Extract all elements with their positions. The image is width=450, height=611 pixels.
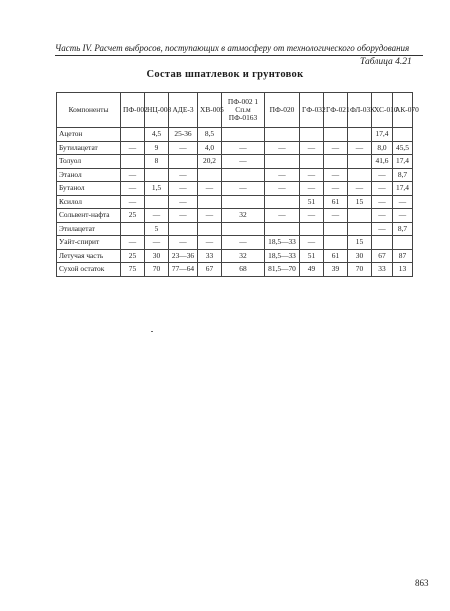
- component-value: 70: [145, 263, 169, 277]
- component-value: 32: [222, 249, 265, 263]
- column-header: АДЕ-3: [169, 93, 198, 128]
- component-value: 5: [145, 222, 169, 236]
- component-value: 51: [300, 195, 324, 209]
- component-value: 30: [348, 249, 372, 263]
- component-name: Сухой остаток: [57, 263, 121, 277]
- component-value: 8: [145, 155, 169, 169]
- component-name: Ксилол: [57, 195, 121, 209]
- component-value: 70: [348, 263, 372, 277]
- component-value: [348, 155, 372, 169]
- component-value: [324, 128, 348, 142]
- component-value: [222, 128, 265, 142]
- component-value: —: [393, 195, 413, 209]
- component-value: —: [265, 168, 300, 182]
- component-value: —: [222, 182, 265, 196]
- page-number: 863: [415, 578, 429, 588]
- component-name: Толуол: [57, 155, 121, 169]
- component-value: 25: [121, 249, 145, 263]
- table-row: [57, 195, 413, 209]
- component-value: —: [300, 168, 324, 182]
- table-row: [57, 209, 413, 223]
- column-header: ХС-010: [372, 93, 393, 128]
- component-value: 45,5: [393, 141, 413, 155]
- component-value: —: [222, 236, 265, 250]
- component-value: 8,7: [393, 222, 413, 236]
- component-name: Бутилацетат: [57, 141, 121, 155]
- column-header-components: Компоненты: [57, 93, 121, 128]
- component-value: [222, 168, 265, 182]
- component-value: 87: [393, 249, 413, 263]
- component-value: 61: [324, 195, 348, 209]
- component-value: —: [324, 209, 348, 223]
- component-value: 49: [300, 263, 324, 277]
- component-value: —: [265, 182, 300, 196]
- component-value: [145, 168, 169, 182]
- component-value: 1,5: [145, 182, 169, 196]
- component-value: 30: [145, 249, 169, 263]
- component-value: —: [169, 209, 198, 223]
- component-value: [265, 155, 300, 169]
- component-value: [300, 155, 324, 169]
- component-value: [348, 168, 372, 182]
- component-value: —: [300, 182, 324, 196]
- component-value: [265, 128, 300, 142]
- component-value: [348, 209, 372, 223]
- component-value: —: [222, 141, 265, 155]
- component-value: 68: [222, 263, 265, 277]
- table-title: Состав шпатлевок и грунтовок: [146, 69, 304, 80]
- component-value: [145, 195, 169, 209]
- component-value: 32: [222, 209, 265, 223]
- component-value: 41,6: [372, 155, 393, 169]
- component-value: —: [198, 236, 222, 250]
- component-name: Уайт-спирит: [57, 236, 121, 250]
- component-value: —: [222, 155, 265, 169]
- component-value: 8,7: [393, 168, 413, 182]
- component-value: 8,5: [198, 128, 222, 142]
- component-value: 67: [198, 263, 222, 277]
- component-value: [169, 222, 198, 236]
- component-value: 23—36: [169, 249, 198, 263]
- component-value: [300, 128, 324, 142]
- component-value: —: [145, 209, 169, 223]
- component-value: 13: [393, 263, 413, 277]
- table-row: [57, 155, 413, 169]
- component-value: —: [348, 182, 372, 196]
- component-value: —: [169, 141, 198, 155]
- component-value: —: [121, 168, 145, 182]
- component-value: 77—64: [169, 263, 198, 277]
- stray-dot: [151, 331, 153, 332]
- component-value: 18,5—33: [265, 249, 300, 263]
- component-value: —: [372, 222, 393, 236]
- component-value: 75: [121, 263, 145, 277]
- table-row: [57, 168, 413, 182]
- component-value: 20,2: [198, 155, 222, 169]
- component-value: [324, 222, 348, 236]
- column-header: ПФ-020: [265, 93, 300, 128]
- table-number: Таблица 4.21: [360, 57, 412, 67]
- table-row: [57, 236, 413, 250]
- column-header: ГФ-021: [324, 93, 348, 128]
- component-value: 15: [348, 195, 372, 209]
- running-header: Часть IV. Расчет выбросов, поступающих в атмосферу от технологического оборудования: [55, 43, 410, 53]
- component-value: [169, 155, 198, 169]
- column-header: ПФ-002: [121, 93, 145, 128]
- component-value: —: [372, 168, 393, 182]
- component-value: 67: [372, 249, 393, 263]
- component-value: [324, 236, 348, 250]
- component-value: [265, 222, 300, 236]
- table-row: [57, 222, 413, 236]
- component-value: [222, 222, 265, 236]
- component-value: —: [393, 209, 413, 223]
- column-header: ПФ-002 1 Сп.м ПФ-0163: [222, 93, 265, 128]
- component-value: [265, 195, 300, 209]
- component-name: Этилацетат: [57, 222, 121, 236]
- component-value: [121, 155, 145, 169]
- column-header: ФЛ-03К: [348, 93, 372, 128]
- component-value: 9: [145, 141, 169, 155]
- table-row: [57, 182, 413, 196]
- component-value: [198, 195, 222, 209]
- component-value: —: [121, 236, 145, 250]
- table-body: [57, 128, 413, 277]
- component-value: —: [265, 141, 300, 155]
- component-value: —: [169, 168, 198, 182]
- component-value: 17,4: [393, 182, 413, 196]
- component-value: [372, 236, 393, 250]
- component-value: 4,5: [145, 128, 169, 142]
- component-value: —: [300, 236, 324, 250]
- component-value: —: [198, 182, 222, 196]
- component-value: —: [265, 209, 300, 223]
- header-rule: [55, 55, 423, 56]
- component-name: Ацетон: [57, 128, 121, 142]
- column-header: ХВ-005: [198, 93, 222, 128]
- component-value: 8,0: [372, 141, 393, 155]
- component-value: —: [121, 195, 145, 209]
- component-value: 33: [372, 263, 393, 277]
- component-value: [393, 128, 413, 142]
- component-name: Летучая часть: [57, 249, 121, 263]
- component-value: —: [300, 209, 324, 223]
- column-header: ГФ-032: [300, 93, 324, 128]
- component-value: —: [121, 141, 145, 155]
- component-value: 81,5—70: [265, 263, 300, 277]
- component-value: —: [169, 182, 198, 196]
- component-value: —: [372, 209, 393, 223]
- component-value: [324, 155, 348, 169]
- component-value: —: [348, 141, 372, 155]
- component-value: [222, 195, 265, 209]
- component-value: [198, 168, 222, 182]
- component-value: —: [145, 236, 169, 250]
- component-value: [393, 236, 413, 250]
- component-name: Бутанол: [57, 182, 121, 196]
- component-value: —: [300, 141, 324, 155]
- component-value: 33: [198, 249, 222, 263]
- component-value: 18,5—33: [265, 236, 300, 250]
- component-value: 4,0: [198, 141, 222, 155]
- table-row: [57, 263, 413, 277]
- component-name: Этанол: [57, 168, 121, 182]
- component-value: —: [324, 141, 348, 155]
- component-value: —: [372, 182, 393, 196]
- column-header: НЦ-008: [145, 93, 169, 128]
- component-value: [198, 222, 222, 236]
- component-value: [348, 222, 372, 236]
- component-value: 17,4: [393, 155, 413, 169]
- component-value: 39: [324, 263, 348, 277]
- composition-table: [56, 92, 419, 277]
- table-row: [57, 128, 413, 142]
- component-value: —: [324, 168, 348, 182]
- component-value: [121, 128, 145, 142]
- component-value: 51: [300, 249, 324, 263]
- table-header-row: [57, 93, 413, 128]
- component-value: 25: [121, 209, 145, 223]
- component-name: Сольвент-нафта: [57, 209, 121, 223]
- component-value: —: [324, 182, 348, 196]
- component-value: 25-36: [169, 128, 198, 142]
- component-value: —: [121, 182, 145, 196]
- component-value: 61: [324, 249, 348, 263]
- component-value: —: [169, 236, 198, 250]
- table-row: [57, 249, 413, 263]
- component-value: [348, 128, 372, 142]
- component-value: [121, 222, 145, 236]
- component-value: —: [169, 195, 198, 209]
- component-value: 17,4: [372, 128, 393, 142]
- table-row: [57, 141, 413, 155]
- component-value: —: [198, 209, 222, 223]
- component-value: —: [372, 195, 393, 209]
- component-value: 15: [348, 236, 372, 250]
- component-value: [300, 222, 324, 236]
- column-header: АК-070: [393, 93, 413, 128]
